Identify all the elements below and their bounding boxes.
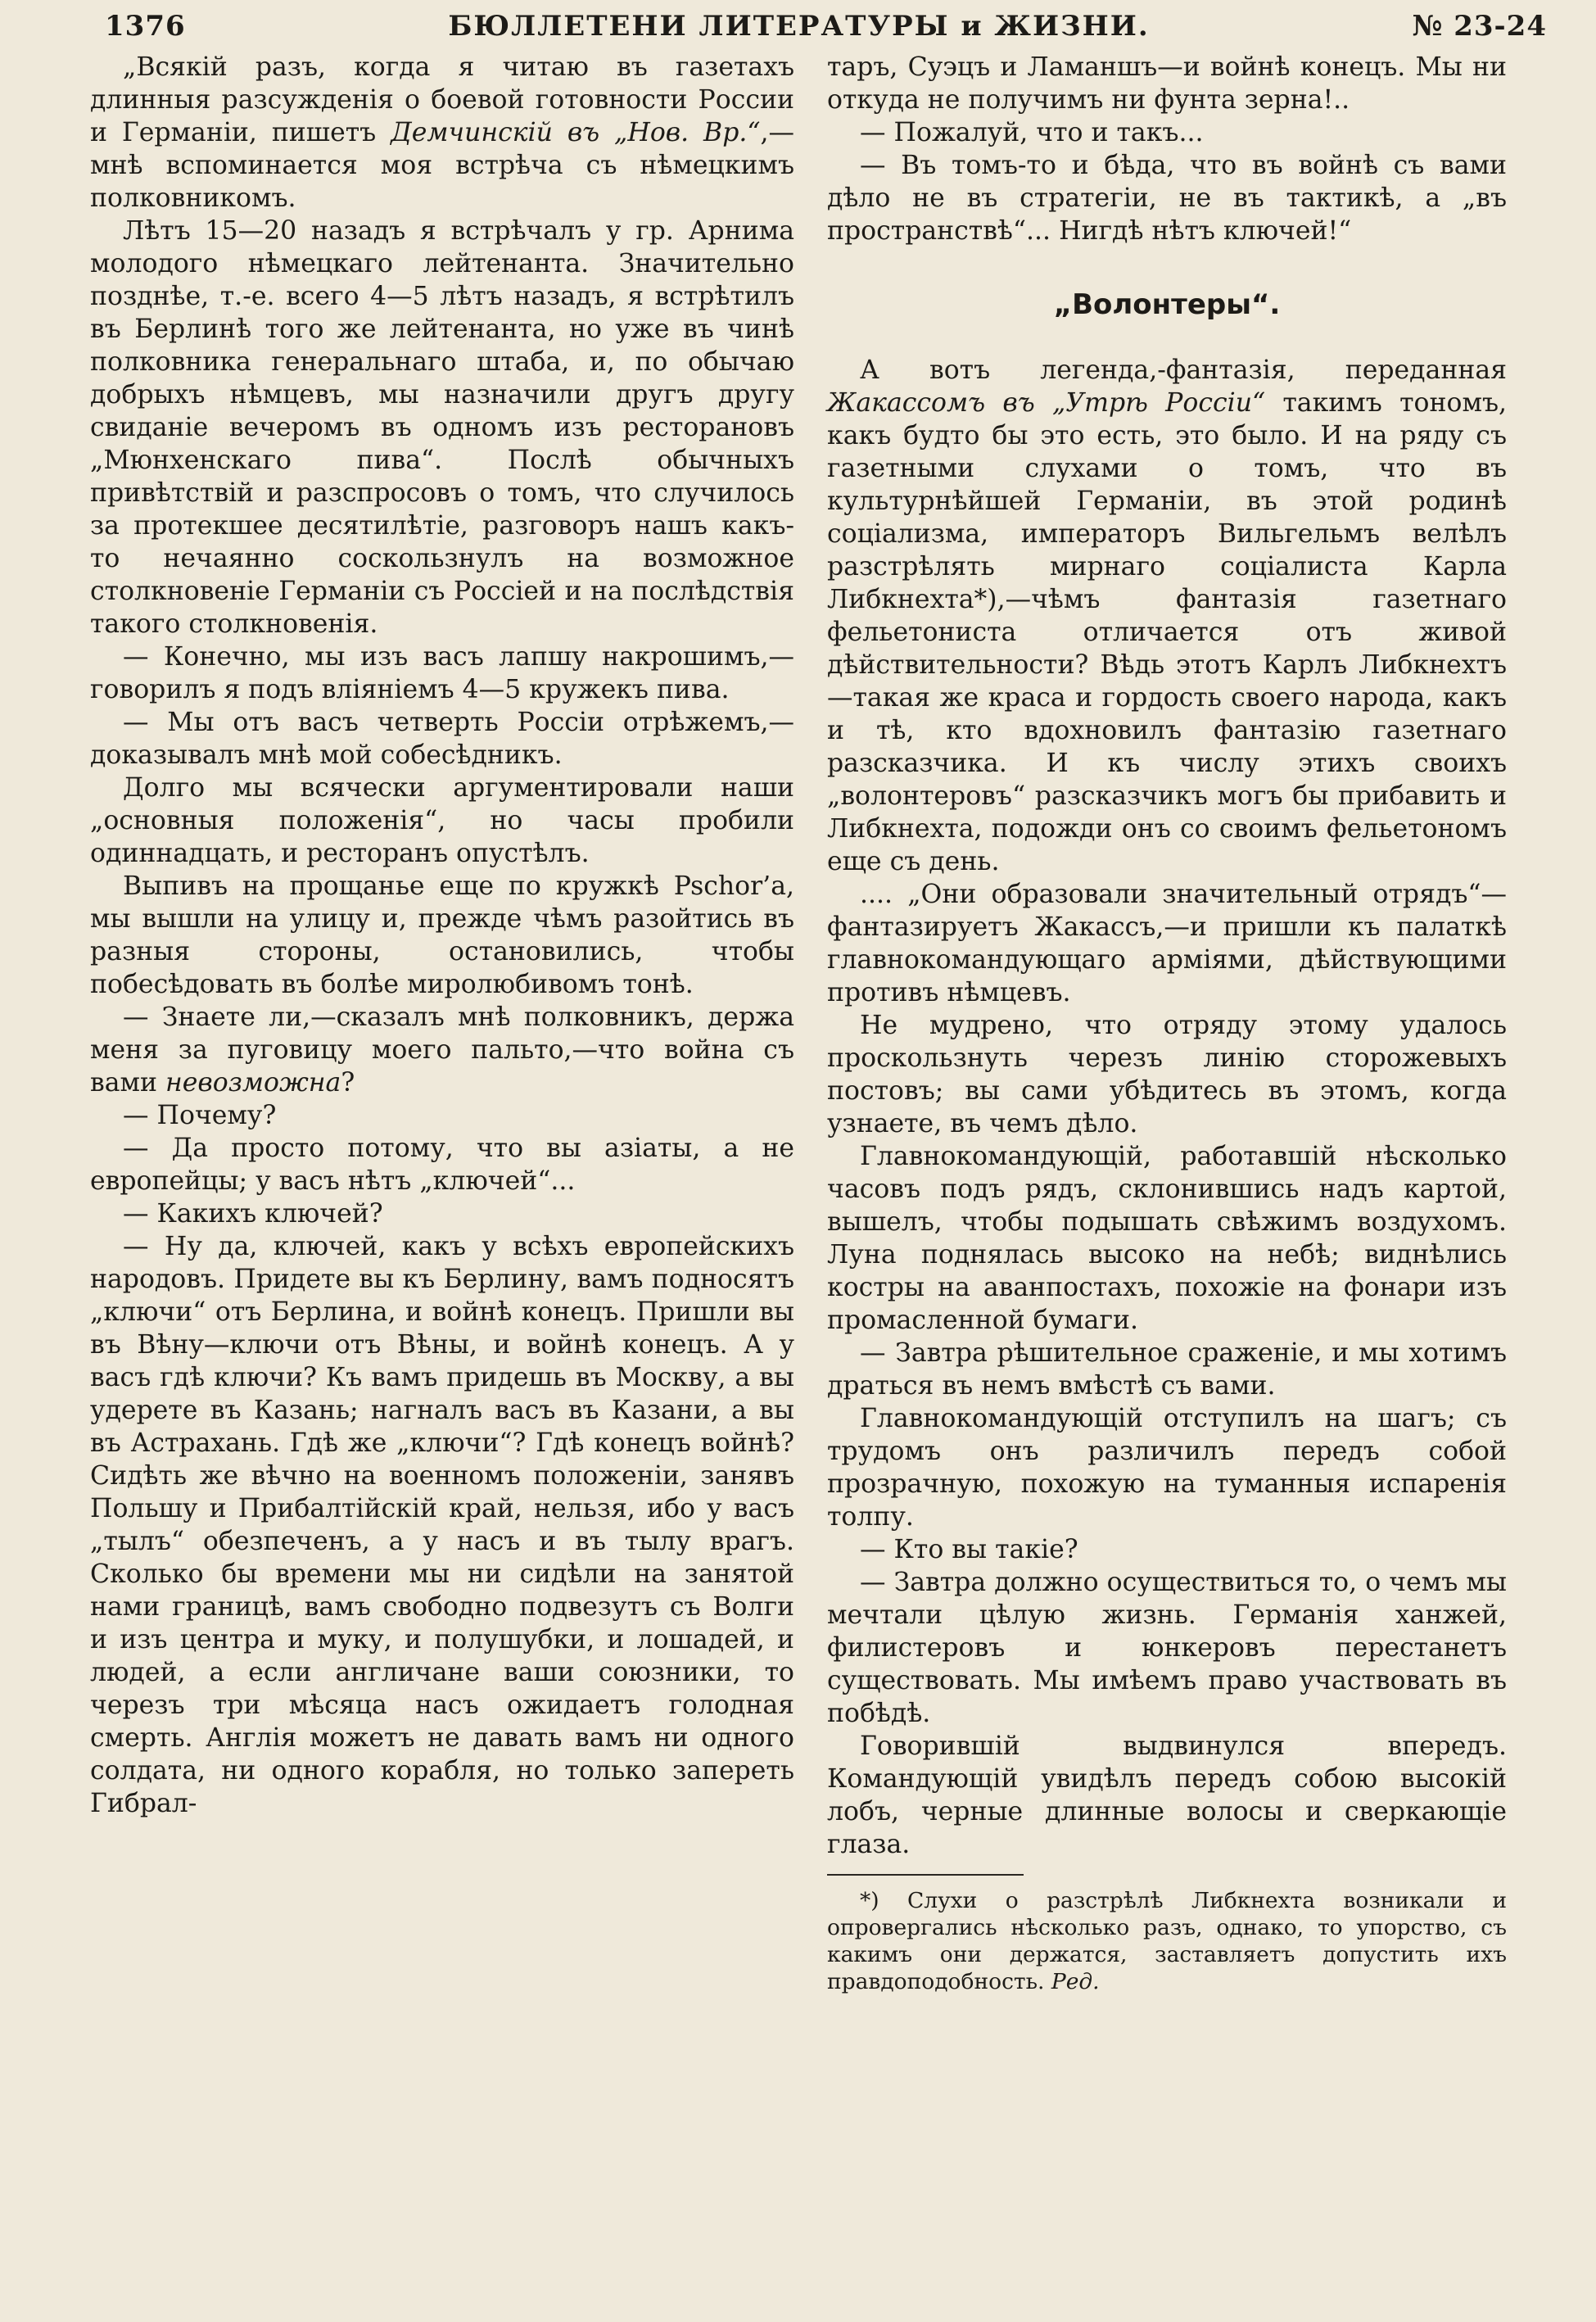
running-head — [105, 2, 1547, 43]
paragraph: Главнокомандующій, работавшій нѣсколько часовъ подъ рядъ, склонившись надъ картой, вышелъ, чтобы подышать свѣжимъ воздухомъ. Луна поднялась высоко на небѣ; виднѣлись костры на аванпостахъ, похожіе на фонари изъ промасленной бумаги. — [827, 1142, 1507, 1335]
paragraph: Говорившій выдвинулся впередъ. Командующій увидѣлъ передъ собою высокій лобъ, черные длинные волосы и сверкающіе глаза. — [827, 1731, 1507, 1859]
right-column — [827, 51, 1507, 1995]
paragraph: „Всякій разъ, когда я читаю въ газетахъ длинныя разсужденія о боевой готовности России и Германіи, пишетъ Демчинскій въ „Нов. Вр.“,—мнѣ вспоминается моя встрѣча съ нѣмецкимъ полковникомъ. — [90, 52, 794, 213]
paragraph: .... „Они образовали значительный отрядъ“—фантазируетъ Жакассъ,—и пришли къ палаткѣ главнокомандующаго арміями, дѣйствующими противъ нѣмцевъ. — [827, 880, 1507, 1007]
paragraph: А вотъ легенда,-фантазія, переданная Жакассомъ въ „Утрѣ Россіи“ такимъ тономъ, какъ будто бы это есть, это было. И на ряду съ газетными слухами о томъ, что въ культурнѣйшей Германіи, въ этой родинѣ соціализма, императоръ Вильгельмъ велѣлъ разстрѣлять мирнаго соціалиста Карла Либкнехта*),—чѣмъ фантазія газетнаго фельетониста отличается отъ живой дѣйствительности? Вѣдь этотъ Карлъ Либкнехтъ—такая же краса и гордость своего народа, какъ и тѣ, кто вдохновилъ фантазію газетнаго разсказчика. И къ числу этихъ своихъ „волонтеровъ“ разсказчикъ могъ бы прибавить и Либкнехта, подожди онъ со своимъ фельетономъ еще съ день. — [827, 355, 1507, 876]
paragraph: — Знаете ли,—сказалъ мнѣ полковникъ, держа меня за пуговицу моего пальто,—что война съ вами невозможна? — [90, 1003, 794, 1098]
footnote-divider — [827, 1874, 1024, 1876]
paragraph: — Пожалуй, что и такъ... — [860, 118, 1204, 147]
paragraph: — Да просто потому, что вы азіаты, а не европейцы; у васъ нѣтъ „ключей“... — [90, 1134, 794, 1196]
paragraph: — Завтра должно осуществиться то, о чемъ мы мечтали цѣлую жизнь. Германія ханжей, филистеровъ и юнкеровъ перестанетъ существовать. Мы имѣемъ право участвовать въ побѣдѣ. — [827, 1568, 1507, 1728]
paragraph: — Конечно, мы изъ васъ лапшу накрошимъ,—говорилъ я подъ вліяніемъ 4—5 кружекъ пива. — [90, 642, 794, 704]
paragraph: — Кто вы такіе? — [860, 1535, 1078, 1564]
paragraph: Не мудрено, что отряду этому удалось проскользнуть черезъ линію сторожевыхъ постовъ; вы сами убѣдитесь въ этомъ, когда узнаете, въ чемъ дѣло. — [827, 1011, 1507, 1138]
paragraph: Выпивъ на прощанье еще по кружкѣ Pschor’а, мы вышли на улицу и, прежде чѣмъ разойтись въ разныя стороны, остановились, чтобы побесѣдовать въ болѣе миролюбивомъ тонѣ. — [90, 871, 794, 999]
paragraph: Главнокомандующій отступилъ на шагъ; съ трудомъ онъ различилъ передъ собой прозрачную, похожую на туманныя испаренія толпу. — [827, 1404, 1507, 1532]
paragraph: — Ну да, ключей, какъ у всѣхъ европейскихъ народовъ. Придете вы къ Берлину, вамъ подносятъ „ключи“ отъ Берлина, и войнѣ конецъ. Пришли вы въ Вѣну—ключи отъ Вѣны, и войнѣ конецъ. А у васъ гдѣ ключи? Къ вамъ придешь въ Москву, а вы удерете въ Казань; нагналъ васъ въ Казани, а вы въ Астрахань. Гдѣ же „ключи“? Гдѣ конецъ войнѣ? Сидѣть же вѣчно на военномъ положеніи, занявъ Польшу и Прибалтійскій край, нельзя, ибо у васъ „тылъ“ обезпеченъ, а у насъ и въ тылу врагъ. Сколько бы времени мы ни сидѣли на занятой нами границѣ, вамъ свободно подвезутъ съ Волги и изъ центра и муку, и полушубки, и лошадей, и людей, а если англичане ваши союзники, то черезъ три мѣсяца насъ ожидаетъ голодная смерть. Англія можетъ не давать вамъ ни одного солдата, ни одного корабля, но только запереть Гибрал- — [90, 1232, 794, 1818]
paragraph: — Мы отъ васъ четверть Россіи отрѣжемъ,—доказывалъ мнѣ мой собесѣдникъ. — [90, 708, 794, 770]
paragraph: — Какихъ ключей? — [123, 1199, 383, 1229]
footnote: *) Слухи о разстрѣлѣ Либкнехта возникали и опровергались нѣсколько разъ, однако, то упорство, съ какимъ они держатся, заставляетъ допустить ихъ правдоподобность. Ред. — [827, 1888, 1507, 1994]
left-column — [90, 51, 794, 1820]
journal-title: БЮЛЛЕТЕНИ ЛИТЕРАТУРЫ и ЖИЗНИ. — [448, 10, 1150, 43]
paragraph: — Въ томъ-то и бѣда, что въ войнѣ съ вами дѣло не въ стратегіи, не въ тактикѣ, а „въ пространствѣ“... Нигдѣ нѣтъ ключей!“ — [827, 151, 1507, 246]
paragraph: — Почему? — [123, 1101, 277, 1130]
paragraph: Долго мы всячески аргументировали наши „основныя положенія“, но часы пробили одиннадцать, и ресторанъ опустѣлъ. — [90, 773, 794, 868]
page-number: 1376 — [105, 10, 186, 43]
section-heading: „Волонтеры“. — [1053, 288, 1281, 321]
paragraph: таръ, Суэцъ и Ламаншъ—и войнѣ конецъ. Мы ни откуда не получимъ ни фунта зерна!.. — [827, 52, 1507, 115]
paragraph: — Завтра рѣшительное сраженіе, и мы хотимъ драться въ немъ вмѣстѣ съ вами. — [827, 1338, 1507, 1401]
issue-number: № 23-24 — [1412, 10, 1547, 43]
paragraph: Лѣтъ 15—20 назадъ я встрѣчалъ у гр. Арнима молодого нѣмецкаго лейтенанта. Значительно позднѣе, т.-е. всего 4—5 лѣтъ назадъ, я встрѣтилъ въ Берлинѣ того же лейтенанта, но уже въ чинѣ полковника генеральнаго штаба, и, по обычаю добрыхъ нѣмцевъ, мы назначили другъ другу свиданіе вечеромъ въ одномъ изъ ресторановъ „Мюнхенскаго пива“. Послѣ обычныхъ привѣтствій и разспросовъ о томъ, что случилось за протекшее десятилѣтіе, разговоръ нашъ какъ-то нечаянно соскользнулъ на возможное столкновеніе Германіи съ Россіей и на послѣдствія такого столкновенія. — [90, 216, 794, 639]
